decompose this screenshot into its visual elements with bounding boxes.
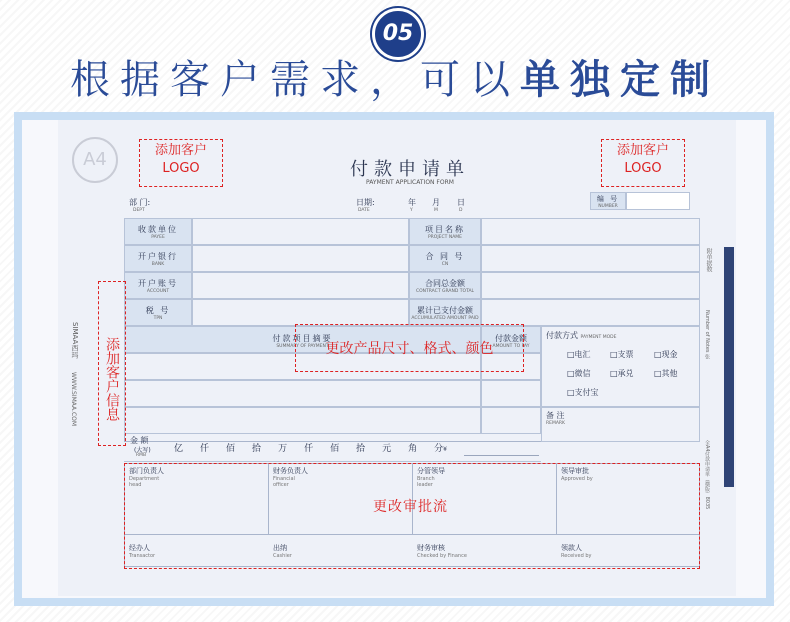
method-other[interactable]: □其他 [654,369,678,378]
paid-label-cell [409,299,481,326]
approval-leader-en1: Approved by [561,476,593,482]
cn-en: CN [441,262,449,267]
method-acceptance[interactable]: □承兑 [610,369,634,378]
approval-branch-leader-label: 分管领导 [417,467,445,475]
paid-label: 累计已支付金额 [417,306,473,315]
bank-label: 开户银行 [138,252,178,261]
yen-sign: ¥ [443,446,447,453]
contract-total-en: CONTRACT GRAND TOTAL [415,289,475,294]
year-en: Y [410,208,413,213]
transactor-en: Transactor [129,553,156,559]
finance-check-label: 财务审核 [417,544,445,552]
amount-label: 付款金额 [495,334,527,343]
unit-shi: 拾 [252,444,262,454]
unit-bai2: 佰 [330,444,340,454]
number-label: 编 号 [596,195,620,203]
remark-en: REMARK [546,421,566,426]
unit-shi2: 拾 [356,444,366,454]
unit-qian: 仟 [200,444,210,454]
form-subtitle: PAYMENT APPLICATION FORM [366,179,454,186]
change-product-annotation: 更改产品尺寸、格式、颜色 [295,324,524,372]
payment-method-box [541,326,700,407]
remark-box[interactable] [541,407,700,442]
summary-label: 付款项目摘要 [272,334,333,343]
method-alipay[interactable]: □支付宝 [567,388,599,397]
cn-label: 合 同 号 [425,252,465,261]
account-en: ACCOUNT [146,289,170,294]
total-sub: (大写) [134,447,151,454]
unit-qian2: 仟 [304,444,314,454]
logo-annotation-right [601,139,685,187]
total-row [124,434,541,462]
yen-underline [464,455,539,456]
total-label: 金 额 [130,436,149,445]
project-field[interactable] [481,218,700,245]
year-label: 年 [408,198,416,207]
approval-dept-head-en2: head [129,482,142,488]
method-wire-transfer[interactable]: □电汇 [567,350,591,359]
project-label-cell [409,218,481,245]
date-en: DATE [358,208,370,213]
approval-finance-head-label: 财务负责人 [273,467,308,475]
account-label: 开户账号 [138,279,178,288]
logo-annotation-left [139,139,223,187]
transactor-label: 经办人 [129,544,150,552]
bank-field[interactable] [192,245,409,272]
month-en: M [434,208,438,213]
account-label-cell [124,272,192,299]
unit-jiao: 角 [408,444,418,454]
total-en: RMB [136,453,147,458]
contract-total-field[interactable] [481,272,700,299]
day-label: 日 [457,198,465,207]
number-label-cell [590,192,626,210]
logo-left-line1: 添加客户 [154,143,207,158]
customer-info-annotation: 添加客户信息 [98,281,126,446]
summary-en: SUMMARY OF PAYMENT [276,344,329,349]
payment-method-label: 付款方式 [546,331,578,340]
method-check[interactable]: □支票 [610,350,634,359]
payee-label: 收款单位 [138,225,178,234]
paid-field[interactable] [481,299,700,326]
cn-label-cell [409,245,481,272]
url-vertical: WWW.SIMAA.COM [70,372,77,427]
approval-branch-leader-en2: leader [417,482,433,488]
paid-en: ACCUMULATED AMOUNT PAID [411,316,479,321]
receiver-en: Received by [561,553,592,559]
payee-label-cell [124,218,192,245]
amount-row-2[interactable] [481,380,541,407]
payee-field[interactable] [192,218,409,245]
approval-branch-leader-en1: Branch [417,476,435,482]
logo-right-line1: 添加客户 [616,143,669,158]
approval-finance-head-en1: Financial [273,476,295,482]
receiver-label: 领款人 [561,544,582,552]
payee-en: PAYEE [151,235,165,240]
logo-left-line2: LOGO [162,161,200,176]
tpn-label-cell [124,299,192,326]
dept-label: 部 门: [129,198,151,207]
summary-row-3[interactable] [124,407,481,434]
unit-fen: 分 [434,444,444,454]
cashier-en: Cashier [273,553,292,559]
payment-method-en: PAYMENT MODE [580,335,617,340]
project-label: 项目名称 [425,225,465,234]
date-label: 日期: [356,198,375,207]
bank-en: BANK [151,262,165,267]
approval-finance-head-en2: officer [273,482,289,488]
approval-dept-head-label: 部门负责人 [129,467,164,475]
cn-field[interactable] [481,245,700,272]
amount-en: AMOUNT TO PAY [492,344,530,349]
unit-yuan: 元 [382,444,392,454]
finance-check-en: Checked by Finance [417,553,467,559]
cashier-label: 出纳 [273,544,287,552]
month-label: 月 [432,198,440,207]
project-en: PROJECT NAME [427,235,463,240]
amount-row-3[interactable] [481,407,541,434]
headline [0,48,790,105]
amount-units [174,441,447,454]
contract-total-label-cell [409,272,481,299]
contract-total-label: 合同总金额 [425,279,465,288]
approval-leader-label: 领导审批 [561,467,589,475]
form-title: 付款申请单 [350,159,470,180]
unit-yi: 亿 [174,444,184,454]
approval-annotation-box [124,463,700,569]
bank-label-cell [124,245,192,272]
unit-wan: 万 [278,444,288,454]
number-en: NUMBER [598,204,618,209]
tpn-field[interactable] [192,299,409,326]
approval-dept-head-en1: Department [129,476,160,482]
change-approval-annotation: 更改审批流 [373,499,448,515]
day-en: D [459,208,463,213]
notes-count-en: Number of Notes 张 [704,310,710,360]
headline-bold: 单独定制 [520,57,720,103]
notes-count-label: 附单据数 [705,248,712,272]
summary-row-2[interactable] [124,380,481,407]
account-field[interactable] [192,272,409,299]
binding-bar [724,247,734,487]
product-code: 全A4付款申请单（横版）8035 [704,440,710,510]
dept-en: DEPT [133,208,145,213]
brand-vertical: SIMAA西玛 [71,322,79,359]
number-field[interactable] [626,192,690,210]
remark-label: 备 注 [546,411,565,420]
tpn-en: TPN [153,316,163,321]
logo-right-line2: LOGO [624,161,662,176]
unit-bai: 佰 [226,444,236,454]
headline-normal: 根据客户需求，可以 [70,57,520,103]
a4-mark: A4 [72,137,118,183]
method-cash[interactable]: □现金 [654,350,678,359]
step-badge: 05 [372,8,424,60]
method-wechat[interactable]: □微信 [567,369,591,378]
tpn-label: 税 号 [145,306,171,315]
